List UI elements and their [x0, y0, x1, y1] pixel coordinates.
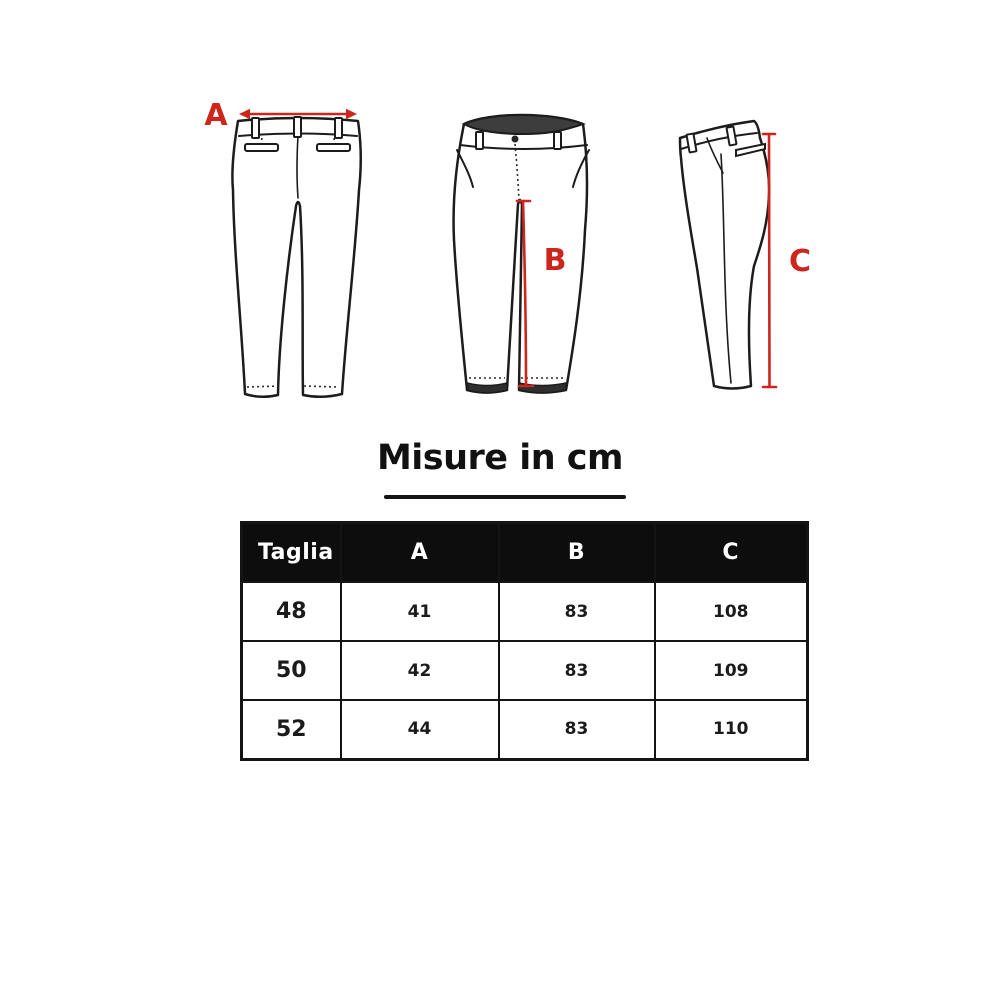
pants-front-view [430, 90, 610, 420]
side-length-line-c [763, 134, 811, 387]
measure-c: 110 [655, 700, 808, 759]
belt-loop [294, 117, 301, 137]
table-row [242, 582, 808, 641]
measure-b: 83 [499, 641, 655, 700]
pants-back-view [200, 90, 380, 420]
pants-side-view [650, 90, 830, 420]
measure-a: 44 [341, 700, 499, 759]
page-title: Misure in cm [376, 438, 624, 478]
size-table [240, 521, 809, 761]
header-c: C [655, 523, 808, 583]
measure-b: 83 [499, 582, 655, 641]
header-a: A [341, 523, 499, 583]
measure-a: 42 [341, 641, 499, 700]
size-value: 48 [242, 582, 341, 641]
measure-a: 41 [341, 582, 499, 641]
belt-loop [335, 118, 342, 138]
measure-c: 109 [655, 641, 808, 700]
table-header-row [242, 523, 808, 583]
table-row [242, 641, 808, 700]
back-pocket-welt [317, 144, 350, 151]
measurement-label-a: A [204, 98, 228, 133]
belt-loop [476, 132, 483, 149]
header-taglia: Taglia [242, 523, 341, 583]
measurement-label-c: C [788, 244, 812, 279]
title-underline [384, 495, 626, 499]
measure-c: 108 [655, 582, 808, 641]
measure-b: 83 [499, 700, 655, 759]
table-row [242, 700, 808, 759]
pants-body [454, 115, 587, 393]
back-pocket-welt [245, 144, 278, 151]
header-b: B [499, 523, 655, 583]
belt-loop [252, 118, 259, 138]
size-value: 50 [242, 641, 341, 700]
size-value: 52 [242, 700, 341, 759]
button [512, 136, 519, 143]
measurement-label-b: B [543, 243, 567, 278]
belt-loop [554, 132, 561, 149]
